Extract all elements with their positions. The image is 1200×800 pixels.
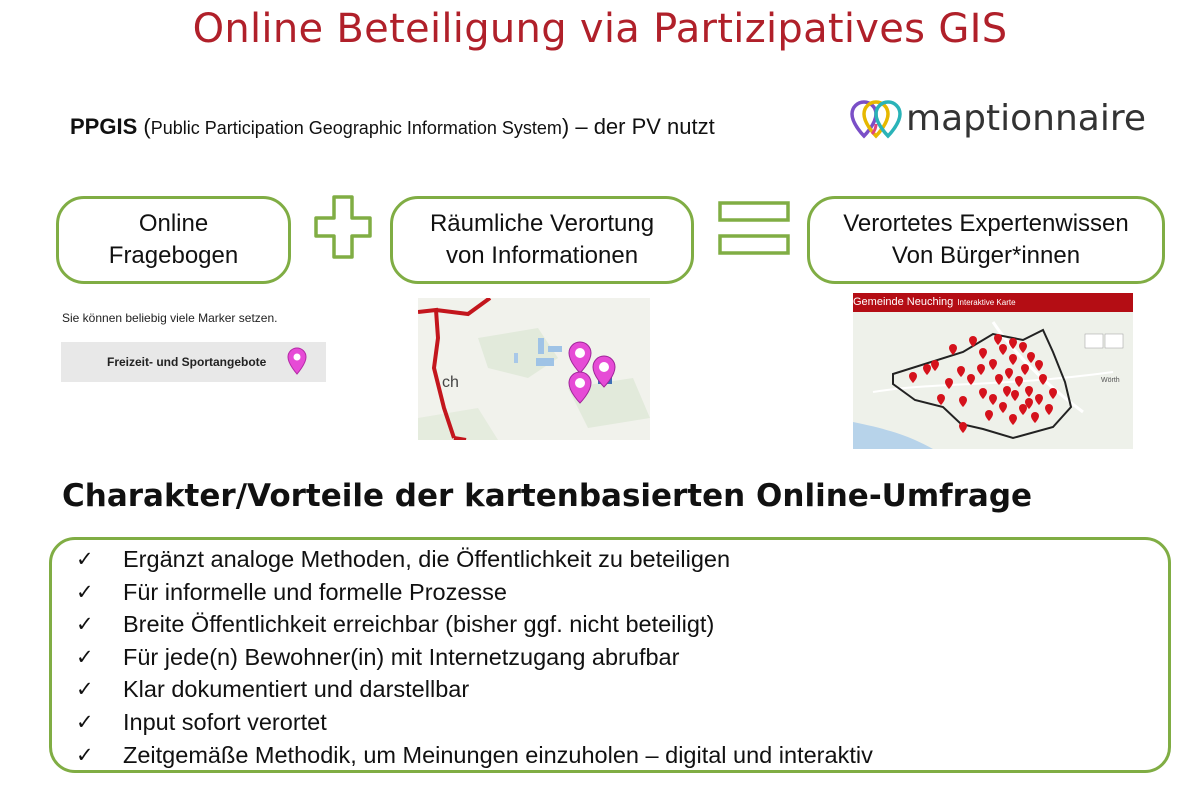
maptionnaire-logo-text: maptionnaire [906,98,1146,139]
map-pin-icon [287,347,307,375]
list-item [76,608,873,641]
checkmark-icon: ✓ [76,709,94,734]
list-item [76,576,873,609]
pill-middle-line-1: Räumliche Verortung [429,210,655,237]
maptionnaire-logo-icon [850,96,906,146]
checkmark-icon: ✓ [76,612,94,637]
checkmark-icon: ✓ [76,742,94,767]
benefits-box [49,537,1171,773]
subtitle-close: ) – der PV nutzt [561,114,715,139]
pill-middle-line-2: von Informationen [445,242,639,269]
pill-left-line-1: Online [138,210,209,237]
map-header-title: Gemeinde Neuching [853,296,954,308]
ppgis-subtitle [70,114,715,140]
maptionnaire-logo [850,96,1146,146]
checkmark-icon: ✓ [76,677,94,702]
list-item [76,543,873,576]
map-preview-markers[interactable] [418,298,650,440]
benefit-text: Breite Öffentlichkeit erreichbar (bisher ggf. nicht beteiligt) [123,611,715,638]
equals-icon [718,200,790,258]
map-preview-community[interactable] [853,293,1133,449]
map-background [853,312,1133,449]
checkmark-icon: ✓ [76,644,94,669]
list-item [76,641,873,674]
benefit-text: Input sofort verortet [123,708,327,735]
marker-hint: Sie können beliebig viele Marker setzen. [62,311,278,325]
pill-left-line-2: Fragebogen [108,242,239,269]
subtitle-open: ( [137,114,151,139]
ppgis-abbr: PPGIS [70,114,138,139]
benefits-list [76,543,873,771]
map-place-label: ch [442,374,459,391]
map-header [853,293,1133,312]
benefit-text: Für informelle und formelle Prozesse [123,578,507,605]
benefit-text: Für jede(n) Bewohner(in) mit Internetzugang abrufbar [123,643,680,670]
plus-icon [313,194,373,260]
pill-spatial-location [390,196,694,284]
list-item [76,706,873,739]
pill-right-line-1: Verortetes Expertenwissen [843,210,1129,237]
page-title: Online Beteiligung via Partizipatives GIS [192,6,1008,52]
benefit-text: Klar dokumentiert und darstellbar [123,676,470,703]
pill-expert-knowledge [807,196,1165,284]
benefit-text: Ergänzt analoge Methoden, die Öffentlichkeit zu beteiligen [123,546,731,572]
checkmark-icon: ✓ [76,579,94,604]
list-item [76,673,873,706]
pill-right-line-2: Von Bürger*innen [891,242,1081,269]
category-label: Freizeit- und Sportangebote [107,355,267,369]
list-item [76,739,873,772]
ppgis-full-name: Public Participation Geographic Information System [150,118,562,138]
map-place-label: Wörth [1101,377,1120,384]
section-heading: Charakter/Vorteile der kartenbasierten Online-Umfrage [62,478,1033,514]
checkmark-icon: ✓ [76,547,94,571]
map-background [418,298,650,440]
category-marker-button[interactable] [61,342,326,382]
pill-online-questionnaire [56,196,291,284]
map-header-subtitle: Interaktive Karte [957,298,1016,307]
benefit-text: Zeitgemäße Methodik, um Meinungen einzuholen – digital und interaktiv [123,741,873,768]
